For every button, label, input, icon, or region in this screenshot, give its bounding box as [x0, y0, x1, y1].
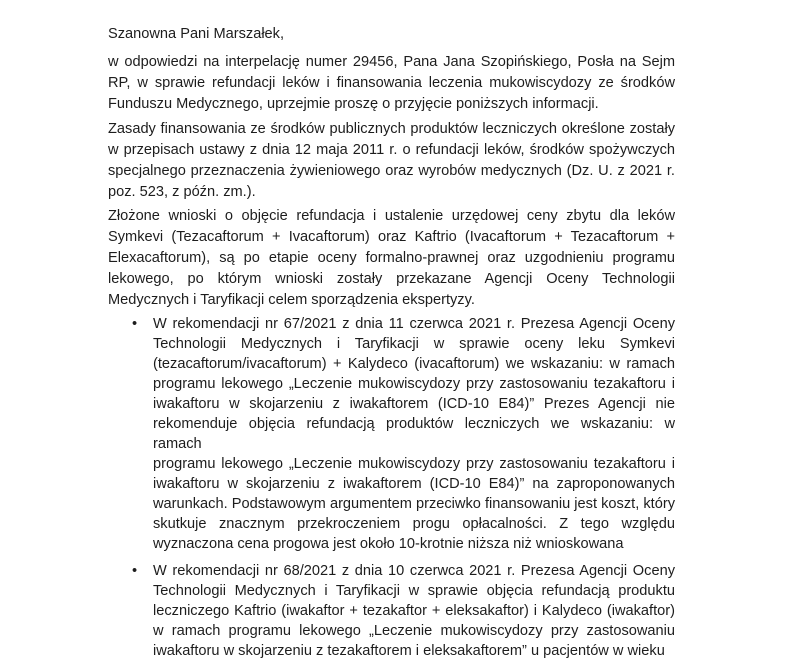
text-line: Symkevi (Tezacaftorum + Ivacaftorum) oraz Kaftrio (Ivacaftorum + Tezacaftorum +: [108, 229, 675, 245]
text-line: W rekomendacji nr 67/2021 z dnia 11 czerwca 2021 r. Prezesa Agencji Oceny: [153, 316, 675, 332]
document-body: [108, 52, 785, 661]
text-line: iwakaftoru w skojarzeniu z iwakaftorem (ICD-10 E84)” na zaproponowanych: [153, 476, 675, 492]
paragraph: [108, 206, 675, 311]
text-line: w ramach programu lekowego „Leczenie mukowiscydozy przy zastosowaniu: [153, 623, 675, 639]
text-line: (tezacaftorum/ivacaftorum) + Kalydeco (ivacaftorum) we wskazaniu: w ramach: [153, 356, 675, 372]
bullet-text: [153, 561, 675, 661]
text-line: programu lekowego „Leczenie mukowiscydozy przy zastosowaniu tezakaftoru i: [153, 376, 675, 392]
bullet-item: [108, 561, 675, 661]
bullet-item: [108, 314, 675, 554]
text-line: Funduszu Medycznego, uprzejmie proszę o przyjęcie poniższych informacji.: [108, 96, 599, 112]
text-line: rekomenduje objęcia refundacją produktów leczniczych we wskazaniu: w ramach: [153, 416, 675, 452]
bullet-icon: •: [132, 563, 138, 579]
text-line: iwakaftoru w skojarzeniu z iwakaftorem (ICD-10 E84)” Prezes Agencji nie: [153, 396, 675, 412]
salutation: Szanowna Pani Marszałek,: [108, 26, 285, 42]
text-line: skutkuje znacznym przekroczeniem progu opłacalności. Z tego względu: [153, 516, 675, 532]
text-line: Złożone wnioski o objęcie refundacja i ustalenie urzędowej ceny zbytu dla leków: [108, 208, 675, 224]
text-line: iwakaftoru w skojarzeniu z tezakaftorem i eleksakaftorem” u pacjentów w wieku: [153, 643, 665, 659]
text-line: leczniczego Kaftrio (iwakaftor + tezakaftor + eleksakaftor) i Kalydeco (iwakaftor): [153, 603, 675, 619]
text-line: Elexacaftorum), są po etapie oceny formalno-prawnej oraz uzgodnieniu programu: [108, 250, 675, 266]
text-line: programu lekowego „Leczenie mukowiscydozy przy zastosowaniu tezakaftoru i: [153, 456, 675, 472]
paragraph: [108, 52, 675, 115]
text-line: Technologii Medycznych i Taryfikacji w sprawie objęcia refundacją produktu: [153, 583, 675, 599]
paragraph: [108, 119, 675, 203]
bullet-text: [153, 314, 675, 554]
text-line: Medycznych i Taryfikacji celem sporządzenia ekspertyzy.: [108, 292, 475, 308]
text-line: Zasady finansowania ze środków publicznych produktów leczniczych określone zostały: [108, 121, 675, 137]
text-line: specjalnego przeznaczenia żywieniowego oraz wyrobów medycznych (Dz. U. z 2021 r.: [108, 163, 675, 179]
text-line: wyznaczona cena progowa jest około 10-krotnie niższa niż wnioskowana: [153, 536, 624, 552]
text-line: w odpowiedzi na interpelację numer 29456, Pana Jana Szopińskiego, Posła na Sejm: [108, 54, 675, 70]
text-line: lekowego, po którym wnioski zostały przekazane Agencji Oceny Technologii: [108, 271, 675, 287]
text-line: Technologii Medycznych i Taryfikacji w sprawie oceny leku Symkevi: [153, 336, 675, 352]
text-line: W rekomendacji nr 68/2021 z dnia 10 czerwca 2021 r. Prezesa Agencji Oceny: [153, 563, 675, 579]
text-line: RP, w sprawie refundacji leków i finansowania leczenia mukowiscydozy ze środków: [108, 75, 675, 91]
bullet-icon: •: [132, 316, 138, 332]
text-line: poz. 523, z późn. zm.).: [108, 184, 256, 200]
text-line: warunkach. Podstawowym argumentem przeciwko finansowaniu jest koszt, który: [153, 496, 675, 512]
text-line: w przepisach ustawy z dnia 12 maja 2011 r. o refundacji leków, środków spożywczych: [108, 142, 675, 158]
